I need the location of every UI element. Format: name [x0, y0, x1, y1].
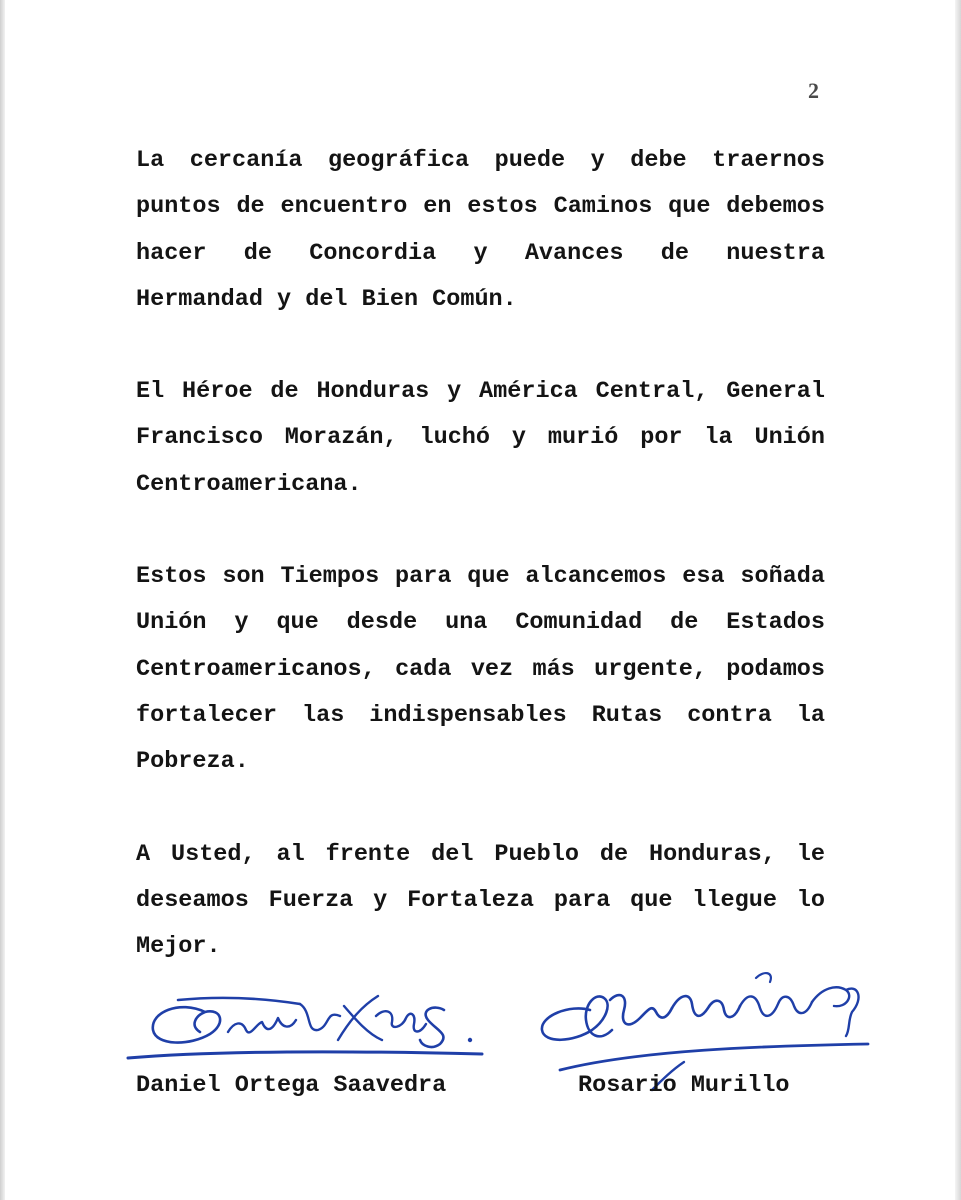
- paragraph-4: A Usted, al frente del Pueblo de Honduras, le deseamos Fuerza y Fortaleza para que llegue lo Mejor.: [136, 840, 825, 961]
- page-right-edge: [955, 0, 961, 1200]
- signer-name-right: Rosario Murillo: [578, 1072, 790, 1099]
- page-number: 2: [808, 78, 819, 103]
- paragraph-3: Estos son Tiempos para que alcancemos esa soñada Unión y que desde una Comunidad de Estados Centroamericanos, cada vez más urgente, podamos fortalecer las indispensables Rutas contra la Pobreza.: [136, 563, 825, 776]
- page-left-edge: [0, 0, 5, 1200]
- signature-right: [542, 973, 868, 1090]
- letter-body: [136, 138, 825, 970]
- paragraph-2: El Héroe de Honduras y América Central, General Francisco Morazán, luchó y murió por la Unión Centroamericana.: [136, 378, 825, 498]
- signer-name-left: Daniel Ortega Saavedra: [136, 1072, 447, 1099]
- signature-left: [128, 996, 482, 1058]
- paragraph-1: La cercanía geográfica puede y debe traernos puntos de encuentro en estos Caminos que debemos hacer de Concordia y Avances de nuestra Hermandad y del Bien Común.: [136, 147, 825, 313]
